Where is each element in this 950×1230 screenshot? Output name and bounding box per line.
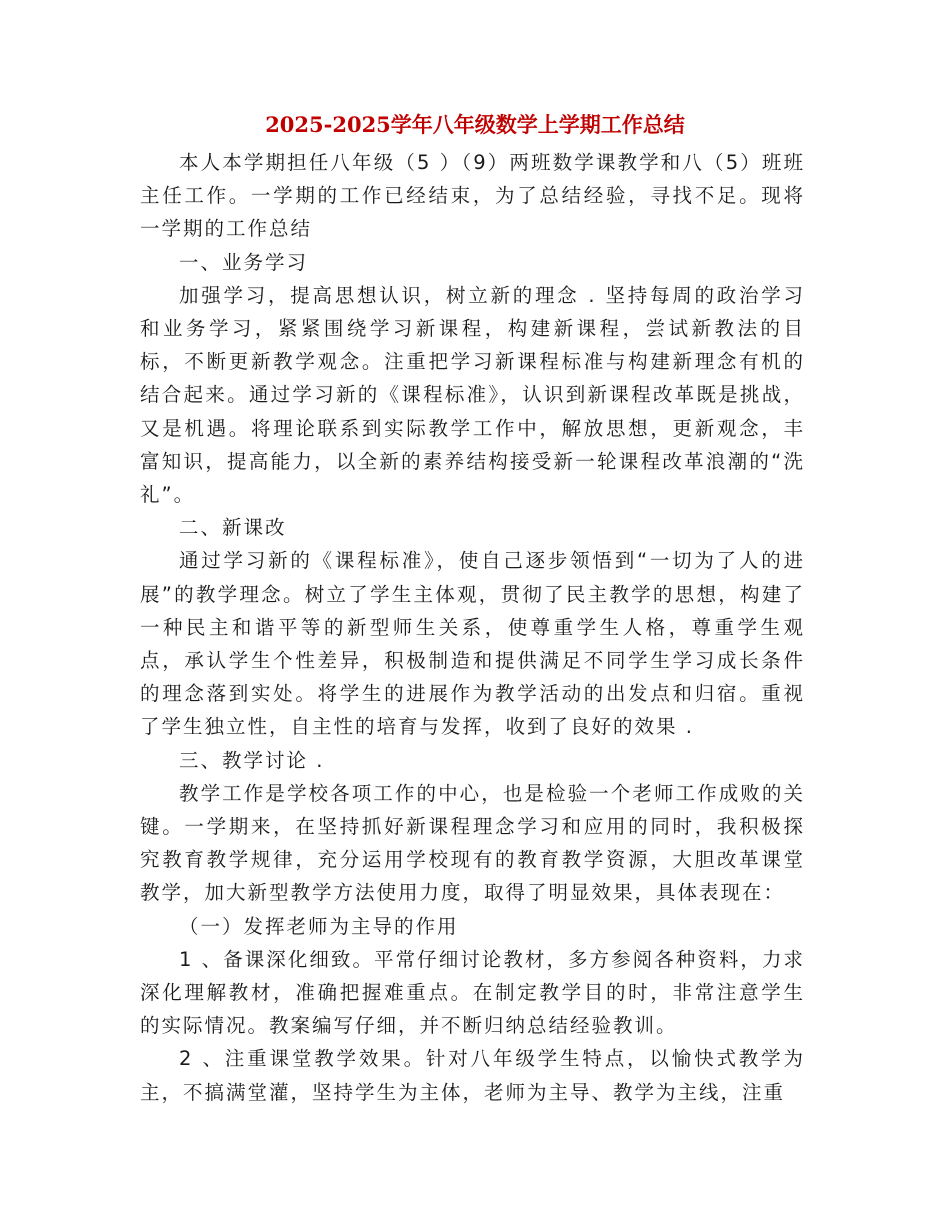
document-title: 2025-2025学年八年级数学上学期工作总结 [265,112,685,137]
list-item-1: 1 、备课深化细致。平常仔细讨论教材，多方参阅各种资料，力求深化理解教材，准确把握难重点。在制定教学目的时，非常注意学生的实际情况。教案编写仔细，并不断归纳总结经验教训。 [140,947,805,1038]
section-heading-1: 一、业务学习 [179,250,309,274]
list-item-2: 2 、注重课堂教学效果。针对八年级学生特点，以愉快式教学为主，不搞满堂灌，坚持学生为主体，老师为主导、教学为主线，注重 [140,1047,805,1104]
intro-paragraph: 本人本学期担任八年级（5 ）（9）两班数学课教学和八（5）班班主任工作。一学期的工作已经结束，为了总结经验，寻找不足。现将一学期的工作总结 [140,151,805,241]
subsection-heading-1: （一）发挥老师为主导的作用 [179,914,459,938]
section-2-paragraph: 通过学习新的《课程标准》，使自己逐步领悟到“一切为了人的进展”的教学理念。树立了学生主体观，贯彻了民主教学的思想，构建了一种民主和谐平等的新型师生关系，使尊重学生人格，尊重学生观点，承认学生个性差异，积极制造和提供满足不同学生学习成长条件的理念落到实处。将学生的进展作为教学活动的出发点和归宿。重视了学生独立性，自主性的培育与发挥，收到了良好的效果 . [140,549,805,739]
document-body [140,146,805,1109]
section-heading-3: 三、教学讨论 . [179,748,325,772]
section-1-paragraph: 加强学习，提高思想认识，树立新的理念 . 坚持每周的政治学习和业务学习，紧紧围绕学习新课程，构建新课程，尝试新教法的目标，不断更新教学观念。注重把学习新课程标准与构建新理念有机的结合起来。通过学习新的《课程标准》，认识到新课程改革既是挑战，又是机遇。将理论联系到实际教学工作中，解放思想，更新观念，丰富知识，提高能力，以全新的素养结构接受新一轮课程改革浪潮的“洗礼”。 [140,283,805,507]
section-3-paragraph: 教学工作是学校各项工作的中心，也是检验一个老师工作成败的关键。一学期来，在坚持抓好新课程理念学习和应用的同时，我积极探究教育教学规律，充分运用学校现有的教育教学资源，大胆改革课堂教学，加大新型教学方法使用力度，取得了明显效果，具体表现在： [140,781,805,905]
section-heading-2: 二、新课改 [179,516,287,540]
